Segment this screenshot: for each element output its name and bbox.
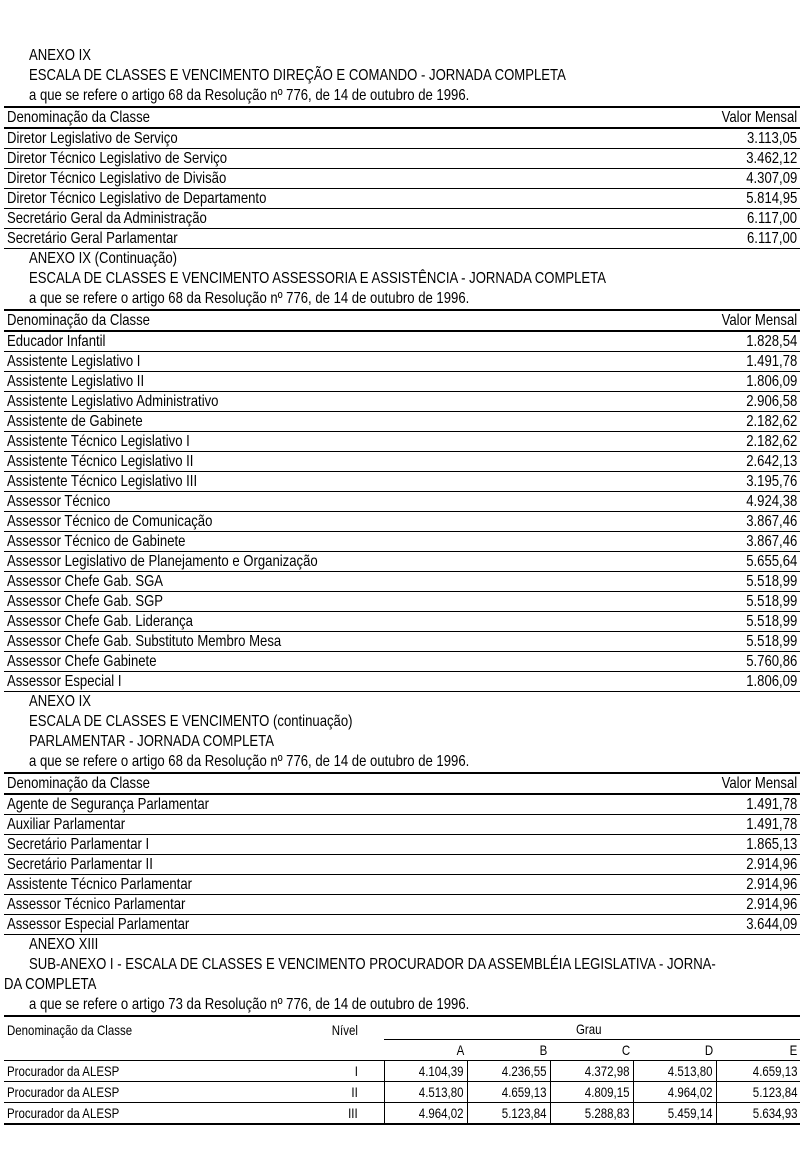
class-name: Assessor Especial Parlamentar — [4, 915, 634, 935]
class-name: Assessor Chefe Gab. SGA — [4, 572, 634, 592]
grade-letter: A — [384, 1040, 467, 1061]
table-row — [4, 532, 800, 552]
table-row — [4, 1082, 800, 1103]
salary-table — [4, 106, 800, 249]
class-name: Secretário Geral da Administração — [4, 209, 634, 229]
grade-value: 5.459,14 — [633, 1103, 716, 1125]
class-value: 2.182,62 — [634, 412, 800, 432]
section-subtitle: ESCALA DE CLASSES E VENCIMENTO (continuação) — [29, 713, 353, 730]
class-name: Procurador da ALESP — [4, 1103, 304, 1125]
class-value: 2.182,62 — [634, 432, 800, 452]
grade-value: 5.288,83 — [550, 1103, 633, 1125]
class-value: 2.642,13 — [634, 452, 800, 472]
table-row — [4, 452, 800, 472]
section-subtitle: ESCALA DE CLASSES E VENCIMENTO ASSESSORIA E ASSISTÊNCIA - JORNADA COMPLETA — [29, 270, 606, 287]
table-row — [4, 672, 800, 692]
column-header-class: Denominação da Classe — [4, 310, 634, 331]
class-name: Assistente de Gabinete — [4, 412, 634, 432]
class-value: 1.491,78 — [634, 352, 800, 372]
table-row — [4, 512, 800, 532]
section-title: ANEXO IX (Continuação) — [29, 250, 178, 267]
grade-value: 4.104,39 — [384, 1061, 467, 1082]
grade-value: 4.372,98 — [550, 1061, 633, 1082]
grade-letters-row — [4, 1040, 800, 1061]
class-name: Agente de Segurança Parlamentar — [4, 794, 634, 815]
level: I — [304, 1061, 384, 1082]
class-name: Assessor Legislativo de Planejamento e Organização — [4, 552, 634, 572]
grade-value: 4.964,02 — [633, 1082, 716, 1103]
class-value: 3.867,46 — [634, 532, 800, 552]
empty-cell — [4, 1040, 304, 1061]
table-row — [4, 612, 800, 632]
table-row — [4, 895, 800, 915]
grade-value: 4.964,02 — [384, 1103, 467, 1125]
grade-letter: C — [550, 1040, 633, 1061]
class-value: 6.117,00 — [634, 209, 800, 229]
column-header-grade: Grau — [384, 1016, 800, 1040]
table-row — [4, 392, 800, 412]
table-row — [4, 855, 800, 875]
class-value: 5.518,99 — [634, 612, 800, 632]
section-reference: a que se refere o artigo 68 da Resolução nº 776, de 14 de outubro de 1996. — [29, 87, 470, 104]
table-row — [4, 229, 800, 249]
grade-letter: B — [467, 1040, 550, 1061]
grade-value: 4.659,13 — [467, 1082, 550, 1103]
class-name: Diretor Técnico Legislativo de Serviço — [4, 149, 634, 169]
grade-table — [4, 1015, 800, 1125]
table-row — [4, 1061, 800, 1082]
class-name: Diretor Técnico Legislativo de Divisão — [4, 169, 634, 189]
table-row — [4, 372, 800, 392]
class-name: Diretor Legislativo de Serviço — [4, 128, 634, 149]
class-name: Assistente Técnico Legislativo III — [4, 472, 634, 492]
class-name: Assistente Legislativo II — [4, 372, 634, 392]
table-row — [4, 875, 800, 895]
class-name: Assistente Técnico Parlamentar — [4, 875, 634, 895]
class-name: Secretário Geral Parlamentar — [4, 229, 634, 249]
table-row — [4, 128, 800, 149]
column-header-value: Valor Mensal — [634, 773, 800, 794]
class-name: Assessor Especial I — [4, 672, 634, 692]
table-row — [4, 632, 800, 652]
table-row — [4, 432, 800, 452]
column-header-class: Denominação da Classe — [4, 773, 634, 794]
class-name: Assessor Técnico de Gabinete — [4, 532, 634, 552]
class-value: 3.113,05 — [634, 128, 800, 149]
table-row — [4, 352, 800, 372]
class-value: 1.865,13 — [634, 835, 800, 855]
table-row — [4, 552, 800, 572]
level: II — [304, 1082, 384, 1103]
class-value: 6.117,00 — [634, 229, 800, 249]
class-value: 3.195,76 — [634, 472, 800, 492]
column-header-class: Denominação da Classe — [4, 107, 634, 128]
class-value: 5.760,86 — [634, 652, 800, 672]
class-name: Secretário Parlamentar II — [4, 855, 634, 875]
table-row — [4, 331, 800, 352]
section-title: ANEXO XIII — [29, 936, 99, 953]
section-procurador — [0, 935, 800, 1125]
class-name: Assistente Legislativo I — [4, 352, 634, 372]
grade-value: 4.513,80 — [384, 1082, 467, 1103]
class-value: 5.655,64 — [634, 552, 800, 572]
table-header-row — [4, 773, 800, 794]
grade-letter: D — [633, 1040, 716, 1061]
class-name: Assessor Técnico de Comunicação — [4, 512, 634, 532]
table-row — [4, 492, 800, 512]
section-parlamentar — [0, 692, 800, 935]
table-row — [4, 1103, 800, 1125]
grade-value: 4.236,55 — [467, 1061, 550, 1082]
table-row — [4, 592, 800, 612]
class-name: Assessor Chefe Gab. Substituto Membro Mesa — [4, 632, 634, 652]
class-value: 2.914,96 — [634, 855, 800, 875]
class-value: 5.518,99 — [634, 572, 800, 592]
class-name: Assessor Chefe Gab. SGP — [4, 592, 634, 612]
class-name: Assessor Chefe Gab. Liderança — [4, 612, 634, 632]
class-name: Assistente Técnico Legislativo II — [4, 452, 634, 472]
class-value: 3.644,09 — [634, 915, 800, 935]
class-name: Auxiliar Parlamentar — [4, 815, 634, 835]
table-row — [4, 572, 800, 592]
section-subtitle: ESCALA DE CLASSES E VENCIMENTO DIREÇÃO E COMANDO - JORNADA COMPLETA — [29, 67, 566, 84]
class-value: 1.828,54 — [634, 331, 800, 352]
section-reference: a que se refere o artigo 68 da Resolução nº 776, de 14 de outubro de 1996. — [29, 290, 470, 307]
class-value: 1.491,78 — [634, 815, 800, 835]
grade-letter: E — [716, 1040, 800, 1061]
table-header-row — [4, 310, 800, 331]
class-value: 1.806,09 — [634, 372, 800, 392]
level: III — [304, 1103, 384, 1125]
class-name: Assistente Técnico Legislativo I — [4, 432, 634, 452]
column-header-class: Denominação da Classe — [4, 1016, 304, 1040]
table-row — [4, 472, 800, 492]
table-header-row — [4, 107, 800, 128]
grade-value: 4.659,13 — [716, 1061, 800, 1082]
table-row — [4, 652, 800, 672]
table-row — [4, 189, 800, 209]
section-subtitle-2: PARLAMENTAR - JORNADA COMPLETA — [29, 733, 274, 750]
table-row — [4, 915, 800, 935]
salary-table — [4, 772, 800, 935]
class-name: Diretor Técnico Legislativo de Departamento — [4, 189, 634, 209]
class-name: Assessor Chefe Gabinete — [4, 652, 634, 672]
section-title: ANEXO IX — [29, 693, 91, 710]
grade-value: 4.809,15 — [550, 1082, 633, 1103]
section-direcao-comando — [0, 46, 800, 249]
section-subtitle: SUB-ANEXO I - ESCALA DE CLASSES E VENCIMENTO PROCURADOR DA ASSEMBLÉIA LEGISLATIVA - JORNA- — [29, 956, 716, 973]
class-value: 3.462,12 — [634, 149, 800, 169]
class-value: 5.518,99 — [634, 632, 800, 652]
section-title: ANEXO IX — [29, 47, 91, 64]
table-row — [4, 169, 800, 189]
salary-table — [4, 309, 800, 692]
class-value: 3.867,46 — [634, 512, 800, 532]
class-name: Procurador da ALESP — [4, 1061, 304, 1082]
class-name: Assistente Legislativo Administrativo — [4, 392, 634, 412]
class-value: 5.518,99 — [634, 592, 800, 612]
class-name: Assessor Técnico Parlamentar — [4, 895, 634, 915]
class-value: 4.924,38 — [634, 492, 800, 512]
grade-value: 5.634,93 — [716, 1103, 800, 1125]
class-value: 4.307,09 — [634, 169, 800, 189]
section-reference: a que se refere o artigo 73 da Resolução nº 776, de 14 de outubro de 1996. — [29, 996, 470, 1013]
table-row — [4, 412, 800, 432]
class-name: Assessor Técnico — [4, 492, 634, 512]
column-header-value: Valor Mensal — [634, 310, 800, 331]
class-value: 2.914,96 — [634, 875, 800, 895]
column-header-level: Nível — [304, 1016, 384, 1040]
class-name: Educador Infantil — [4, 331, 634, 352]
table-row — [4, 209, 800, 229]
grade-value: 5.123,84 — [467, 1103, 550, 1125]
section-reference: a que se refere o artigo 68 da Resolução nº 776, de 14 de outubro de 1996. — [29, 753, 470, 770]
class-value: 1.806,09 — [634, 672, 800, 692]
table-header-row — [4, 1016, 800, 1040]
section-assessoria-assistencia — [0, 249, 800, 692]
table-row — [4, 794, 800, 815]
section-subtitle-continued: DA COMPLETA — [4, 976, 97, 993]
class-value: 1.491,78 — [634, 794, 800, 815]
table-row — [4, 835, 800, 855]
grade-value: 4.513,80 — [633, 1061, 716, 1082]
class-value: 5.814,95 — [634, 189, 800, 209]
table-row — [4, 815, 800, 835]
column-header-value: Valor Mensal — [634, 107, 800, 128]
class-name: Secretário Parlamentar I — [4, 835, 634, 855]
empty-cell — [304, 1040, 384, 1061]
class-value: 2.914,96 — [634, 895, 800, 915]
class-value: 2.906,58 — [634, 392, 800, 412]
grade-value: 5.123,84 — [716, 1082, 800, 1103]
class-name: Procurador da ALESP — [4, 1082, 304, 1103]
table-row — [4, 149, 800, 169]
